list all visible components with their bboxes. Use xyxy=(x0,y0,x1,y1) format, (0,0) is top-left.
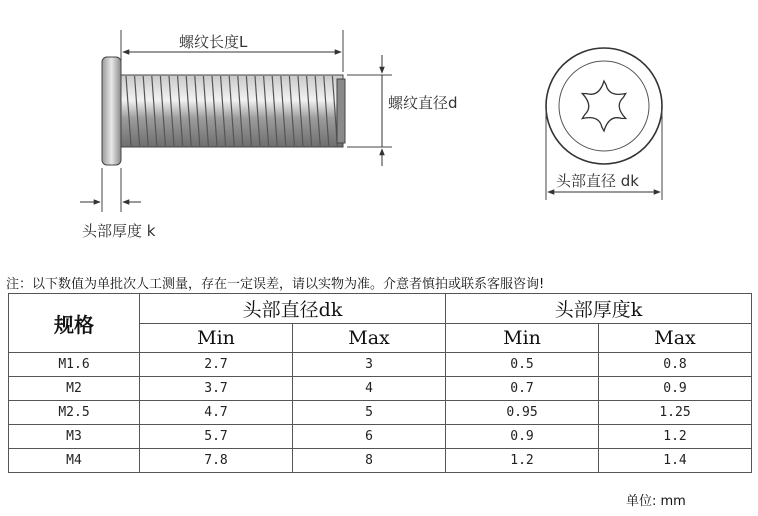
thread-diameter-label: 螺纹直径d xyxy=(388,94,458,112)
spec-cell: M2 xyxy=(9,377,140,401)
table-row xyxy=(9,401,752,425)
spec-cell: M3 xyxy=(9,425,140,449)
k-max-cell: 0.8 xyxy=(599,353,752,377)
thread-length-dimension xyxy=(121,30,343,72)
spec-cell: M1.6 xyxy=(9,353,140,377)
table-row xyxy=(9,425,752,449)
k-max-cell: 1.4 xyxy=(599,449,752,473)
k-max-cell: 1.25 xyxy=(599,401,752,425)
spec-cell: M4 xyxy=(9,449,140,473)
table-row xyxy=(9,377,752,401)
head-thickness-header: 头部厚度k xyxy=(446,294,752,324)
dk-min-header: Min xyxy=(140,324,293,353)
dk-max-header: Max xyxy=(293,324,446,353)
dk-max-cell: 3 xyxy=(293,353,446,377)
k-min-cell: 1.2 xyxy=(446,449,599,473)
k-min-header: Min xyxy=(446,324,599,353)
spec-column-header: 规格 xyxy=(9,294,140,353)
dk-max-cell: 5 xyxy=(293,401,446,425)
screw-side-view xyxy=(102,57,345,165)
k-max-cell: 0.9 xyxy=(599,377,752,401)
k-min-cell: 0.7 xyxy=(446,377,599,401)
thread-length-label: 螺纹长度L xyxy=(179,33,248,51)
dk-min-cell: 3.7 xyxy=(140,377,293,401)
screw-head-top-view xyxy=(546,48,662,200)
spec-table xyxy=(8,293,752,473)
table-row xyxy=(9,449,752,473)
spec-cell: M2.5 xyxy=(9,401,140,425)
dk-max-cell: 4 xyxy=(293,377,446,401)
table-row xyxy=(9,353,752,377)
k-min-cell: 0.9 xyxy=(446,425,599,449)
dk-min-cell: 4.7 xyxy=(140,401,293,425)
dk-min-cell: 7.8 xyxy=(140,449,293,473)
k-min-cell: 0.95 xyxy=(446,401,599,425)
k-min-cell: 0.5 xyxy=(446,353,599,377)
k-max-cell: 1.2 xyxy=(599,425,752,449)
dk-min-cell: 2.7 xyxy=(140,353,293,377)
dk-min-cell: 5.7 xyxy=(140,425,293,449)
head-diameter-label: 头部直径 dk xyxy=(556,172,639,190)
thread-diameter-dimension xyxy=(347,55,458,166)
dk-max-cell: 6 xyxy=(293,425,446,449)
k-max-header: Max xyxy=(599,324,752,353)
dk-max-cell: 8 xyxy=(293,449,446,473)
head-thickness-label: 头部厚度 k xyxy=(82,222,156,240)
head-thickness-dimension xyxy=(80,168,156,240)
measurement-note: 注：以下数值为单批次人工测量，存在一定误差，请以实物为准。介意者慎拍或联系客服咨询! xyxy=(6,277,545,292)
head-diameter-header: 头部直径dk xyxy=(140,294,446,324)
unit-label: 单位: mm xyxy=(626,494,686,509)
